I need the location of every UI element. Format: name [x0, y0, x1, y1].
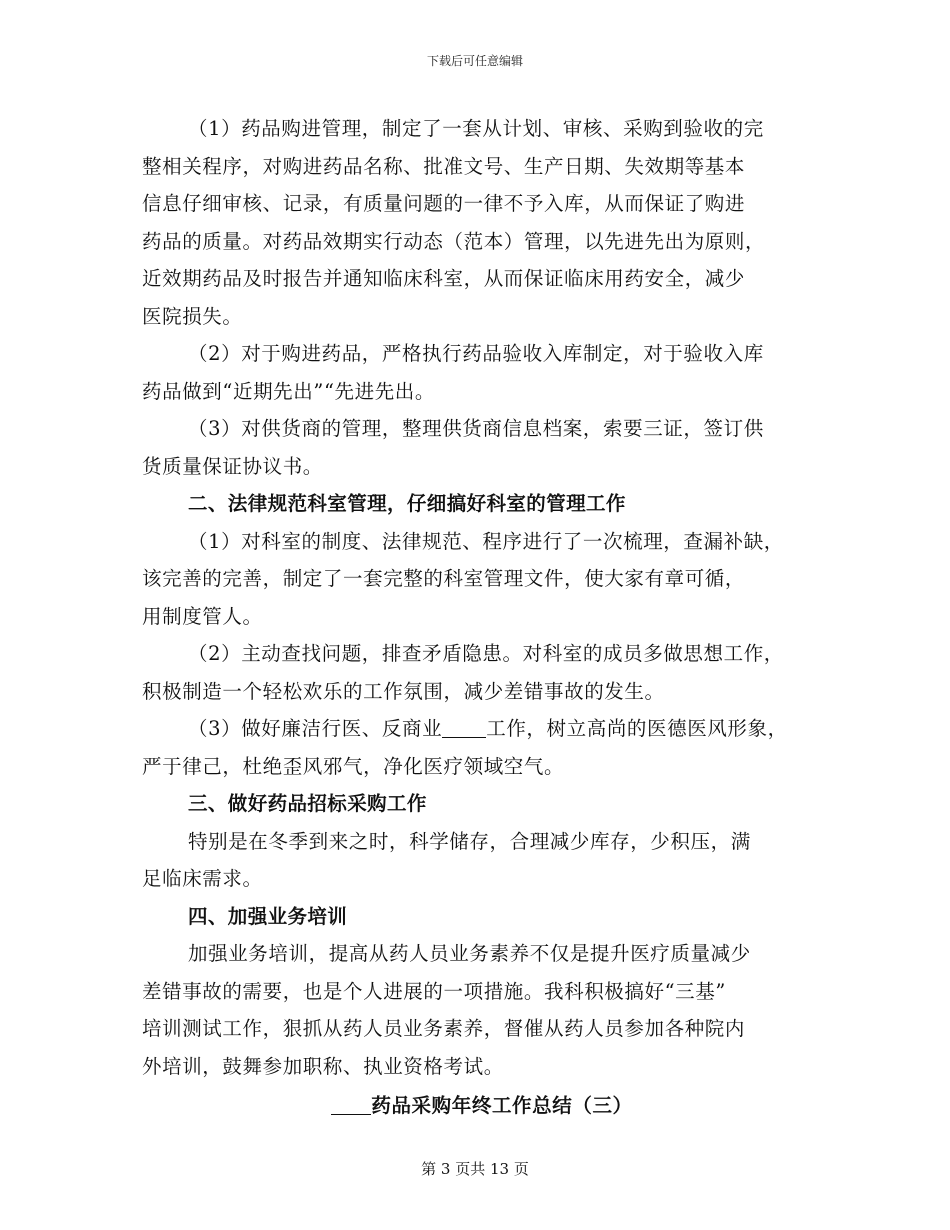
paragraph-line: 差错事故的需要，也是个人进展的一项措施。我科积极搞好“三基”	[142, 979, 726, 1003]
page-header: 下载后可任意编辑	[426, 54, 523, 68]
text-after-blank: 工作，树立高尚的医德医风形象，	[486, 717, 788, 740]
paragraph-line: 用制度管人。	[142, 604, 263, 628]
title-blank	[331, 1094, 371, 1115]
paragraph-line: 特别是在冬季到来之时，科学储存，合理减少库存，少积压，满	[188, 829, 751, 853]
section-heading: 三、做好药品招标采购工作	[188, 792, 427, 815]
fill-in-blank	[442, 717, 486, 738]
paragraph-line: 足临床需求。	[142, 867, 263, 890]
section-heading: 四、加强业务培训	[188, 904, 348, 928]
paragraph-line: （3）对供货商的管理，整理供货商信息档案，索要三证，签订供	[188, 417, 764, 440]
document-section-title	[142, 1087, 822, 1125]
paragraph-line: 外培训，鼓舞参加职称、执业资格考试。	[142, 1054, 504, 1078]
paragraph-line: （1）药品购进管理，制定了一套从计划、审核、采购到验收的完	[188, 117, 764, 140]
paragraph-line: 整相关程序，对购进药品名称、批准文号、生产日期、失效期等基本	[142, 154, 746, 178]
paragraph-line: （1）对科室的制度、法律规范、程序进行了一次梳理，查漏补缺，	[188, 529, 784, 553]
paragraph-line: 药品的质量。对药品效期实行动态（范本）管理，以先进先出为原则，	[142, 229, 766, 253]
paragraph-line: 培训测试工作，狠抓从药人员业务素养，督催从药人员参加各种院内	[142, 1017, 746, 1040]
paragraph-line: 货质量保证协议书。	[142, 454, 323, 478]
section-title-text: 药品采购年终工作总结（三）	[371, 1094, 633, 1117]
paragraph-line: （2）主动查找问题，排查矛盾隐患。对科室的成员多做思想工作，	[188, 642, 784, 665]
text-before-blank: （3）做好廉洁行医、反商业	[188, 717, 443, 740]
paragraph-line: 医院损失。	[142, 304, 243, 328]
paragraph-line: （2）对于购进药品，严格执行药品验收入库制定，对于验收入库	[188, 342, 764, 365]
paragraph-line-with-blank	[142, 710, 822, 748]
paragraph-line: 加强业务培训，提高从药人员业务素养不仅是提升医疗质量减少	[188, 942, 751, 965]
paragraph-line: 药品做到“近期先出”“先进先出。	[142, 379, 436, 403]
section-heading: 二、法律规范科室管理，仔细搞好科室的管理工作	[188, 492, 626, 515]
paragraph-line: 积极制造一个轻松欢乐的工作氛围，减少差错事故的发生。	[142, 679, 665, 703]
document-body	[142, 110, 822, 1125]
paragraph-line: 信息仔细审核、记录，有质量问题的一律不予入库，从而保证了购进	[142, 192, 746, 215]
paragraph-line: 严于律己，杜绝歪风邪气，净化医疗领域空气。	[142, 754, 565, 778]
paragraph-line: 该完善的完善，制定了一套完整的科室管理文件，使大家有章可循，	[142, 567, 746, 590]
page-number-footer: 第 3 页共 13 页	[421, 1160, 529, 1178]
paragraph-line: 近效期药品及时报告并通知临床科室，从而保证临床用药安全，减少	[142, 267, 746, 290]
